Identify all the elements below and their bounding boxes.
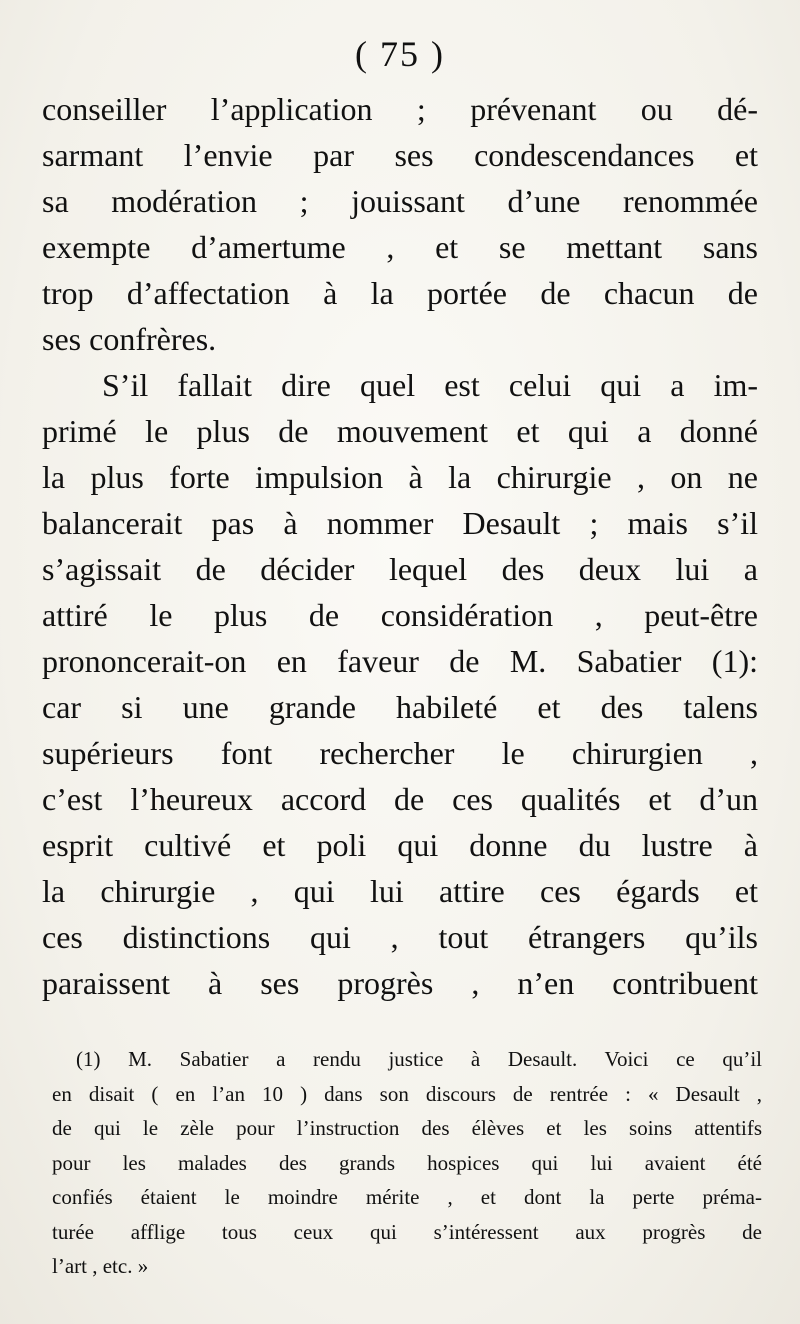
text-line: s’agissait de décider lequel des deux lui a — [42, 551, 758, 587]
text-line: sarmant l’envie par ses condescendances et — [42, 137, 758, 173]
footnote-line: (1) M. Sabatier a rendu justice à Desault. Voici ce qu’il — [76, 1047, 762, 1071]
text-line: la plus forte impulsion à la chirurgie , on ne — [42, 459, 758, 495]
footnote-line: pour les malades des grands hospices qui lui avaient été — [52, 1150, 762, 1175]
text-line: c’est l’heureux accord de ces qualités et d’un — [42, 781, 758, 817]
text-line: ces distinctions qui , tout étrangers qu’ils — [42, 919, 758, 955]
text-line: primé le plus de mouvement et qui a donné — [42, 413, 758, 449]
footnote-line: en disait ( en l’an 10 ) dans son discours de rentrée : « Desault , — [52, 1081, 762, 1106]
footnote-line: l’art , etc. » — [52, 1254, 149, 1278]
text-line: attiré le plus de considération , peut-être — [42, 597, 758, 633]
main-text-block — [42, 86, 758, 1006]
footnote-block — [52, 1042, 762, 1284]
text-line: exempte d’amertume , et se mettant sans — [42, 229, 758, 265]
footnote-line: turée afflige tous ceux qui s’intéressent aux progrès de — [52, 1219, 762, 1244]
text-line: prononcerait-on en faveur de M. Sabatier (1): — [42, 643, 758, 679]
text-line: sa modération ; jouissant d’une renommée — [42, 183, 758, 219]
page-number: ( 75 ) — [355, 34, 445, 74]
footnote-line: de qui le zèle pour l’instruction des élèves et les soins attentifs — [52, 1116, 762, 1140]
text-line: S’il fallait dire quel est celui qui a im- — [102, 367, 758, 403]
text-line: paraissent à ses progrès , n’en contribuent — [42, 965, 758, 1001]
text-line: la chirurgie , qui lui attire ces égards et — [42, 873, 758, 909]
text-line: conseiller l’application ; prévenant ou dé- — [42, 91, 758, 127]
text-line: car si une grande habileté et des talens — [42, 689, 758, 725]
text-line: esprit cultivé et poli qui donne du lustre à — [42, 827, 758, 863]
text-line: supérieurs font rechercher le chirurgien , — [42, 735, 758, 771]
footnote-line: confiés étaient le moindre mérite , et dont la perte préma- — [52, 1185, 762, 1209]
text-line: ses confrères. — [42, 321, 217, 357]
text-line: trop d’affectation à la portée de chacun de — [42, 275, 758, 311]
text-line: balancerait pas à nommer Desault ; mais s’il — [42, 505, 758, 541]
